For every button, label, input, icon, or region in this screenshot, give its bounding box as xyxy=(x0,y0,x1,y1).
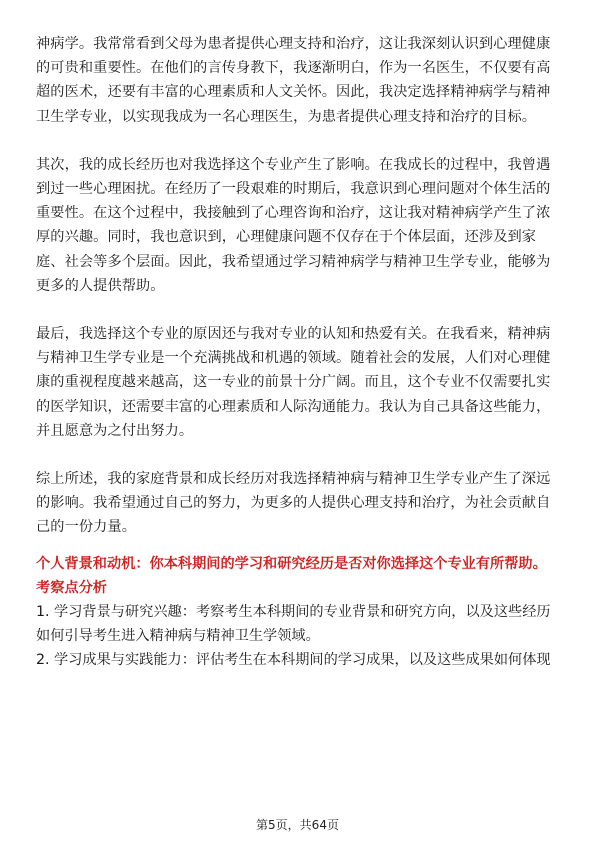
paragraph-4: 综上所述，我的家庭背景和成长经历对我选择精神病与精神卫生学专业产生了深远的影响。我希望通过自己的努力，为更多的人提供心理支持和治疗，为社会贡献自己的一份力量。 xyxy=(36,471,551,536)
question-heading: 个人背景和动机：你本科期间的学习和研究经历是否对你选择这个专业有所帮助。 xyxy=(36,555,547,572)
analysis-heading: 考察点分析 xyxy=(36,579,107,596)
page-footer: 第5页，共64页 xyxy=(256,818,339,832)
paragraph-2: 其次，我的成长经历也对我选择这个专业产生了影响。在我成长的过程中，我曾遇到过一些心理困扰。在经历了一段艰难的时期后，我意识到心理问题对个体生活的重要性。在这个过程中，我接触到了心理咨询和治疗，这让我对精神病学产生了浓厚的兴趣。同时，我也意识到，心理健康问题不仅存在于个体层面，还涉及到家庭、社会等多个层面。因此，我希望通过学习精神病学与精神卫生学专业，能够为更多的人提供帮助。 xyxy=(36,156,551,294)
document-body xyxy=(36,32,564,672)
analysis-point-1: 1. 学习背景与研究兴趣：考察考生本科期间的专业背景和研究方向，以及这些经历如何引导考生进入精神病与精神卫生学领域。 xyxy=(36,603,551,644)
analysis-point-2: 2. 学习成果与实践能力：评估考生在本科期间的学习成果，以及这些成果如何体现 xyxy=(36,651,551,668)
paragraph-1: 神病学。我常常看到父母为患者提供心理支持和治疗，这让我深刻认识到心理健康的可贵和重要性。在他们的言传身教下，我逐渐明白，作为一名医生，不仅要有高超的医术，还要有丰富的心理素质和人文关怀。因此，我决定选择精神病学与精神卫生学专业，以实现我成为一名心理医生，为患者提供心理支持和治疗的目标。 xyxy=(36,36,551,125)
paragraph-3: 最后，我选择这个专业的原因还与我对专业的认知和热爱有关。在我看来，精神病与精神卫生学专业是一个充满挑战和机遇的领域。随着社会的发展，人们对心理健康的重视程度越来越高，这一专业的前景十分广阔。而且，这个专业不仅需要扎实的医学知识，还需要丰富的心理素质和人际沟通能力。我认为自己具备这些能力，并且愿意为之付出努力。 xyxy=(36,326,551,439)
